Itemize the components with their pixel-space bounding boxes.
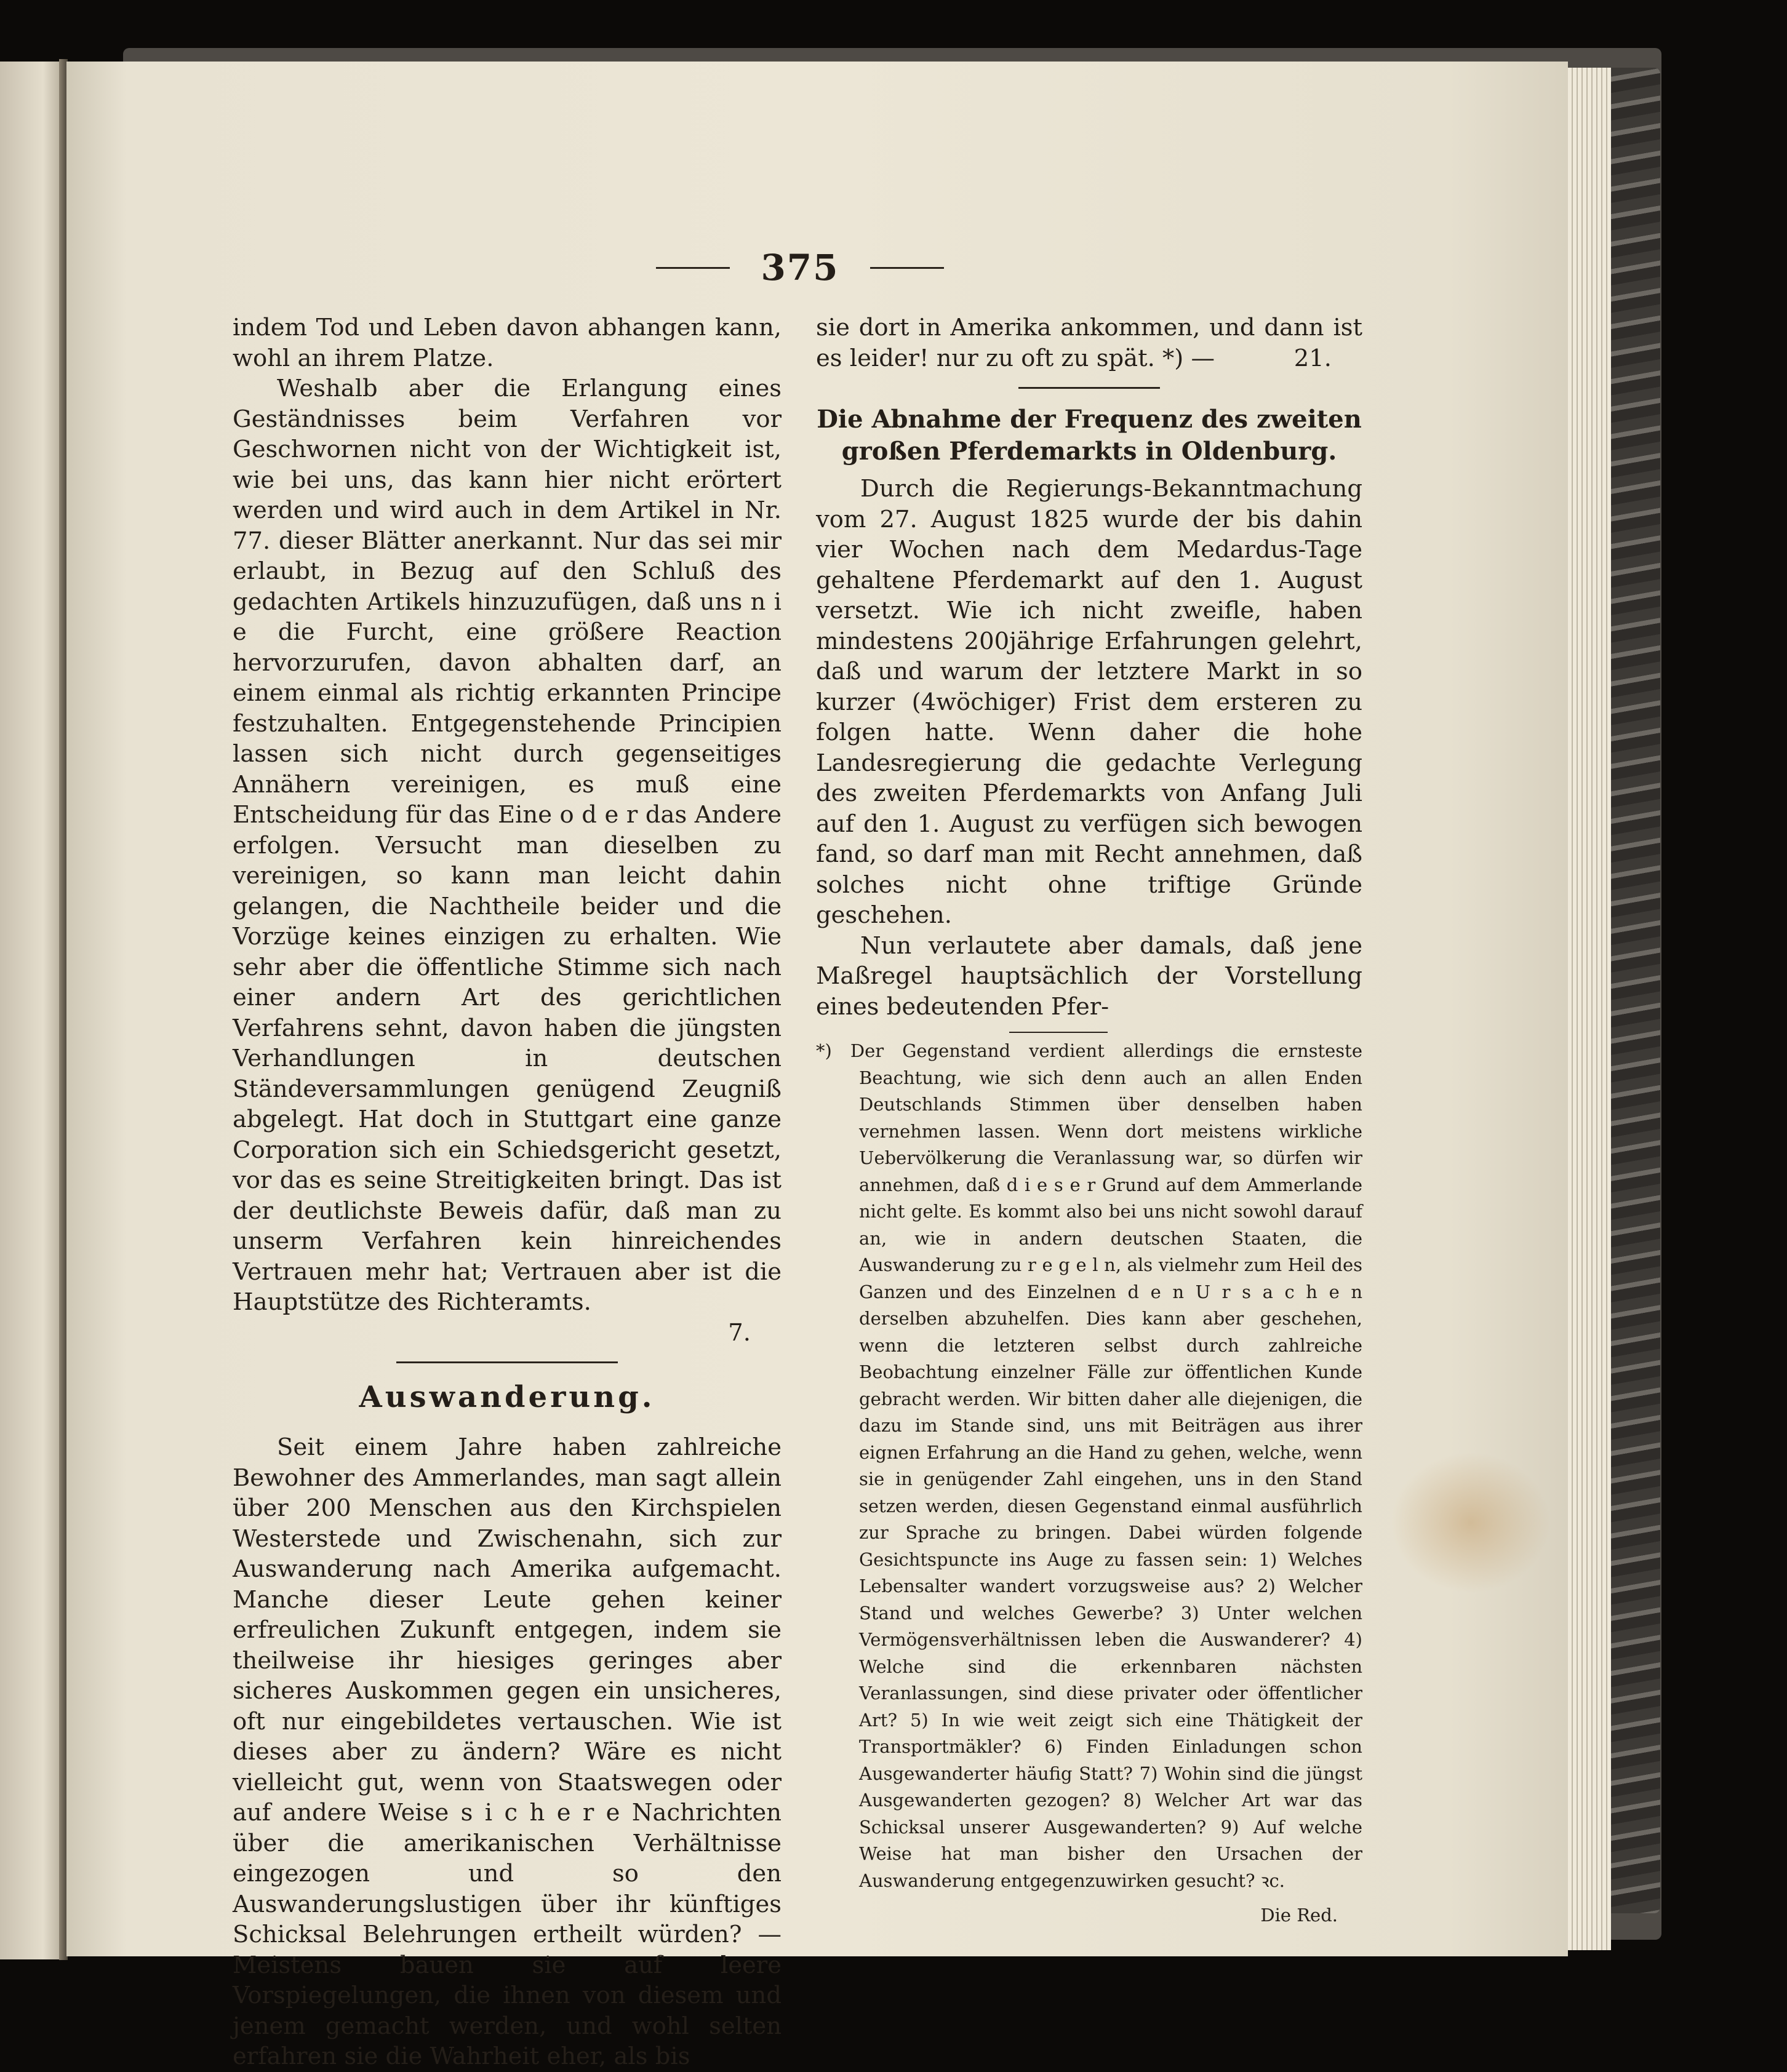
paragraph: sie dort in Amerika ankommen, und dann ist es leider! nur zu oft zu spät. *) — [816, 314, 1362, 372]
paragraph: Weshalb aber die Erlangung eines Geständnisses beim Verfahren vor Geschwornen nicht von der Wichtigkeit ist, wie bei uns, das kann hier nicht erörtert werden und wird auch in dem Artikel in Nr. 77. dieser Blätter anerkannt. Nur das sei mir erlaubt, in Bezug auf den Schluß des gedachten Artikels hinzuzufügen, daß uns n i e die Furcht, eine größere Reaction hervorzurufen, davon abhalten darf, an einem einmal als richtig erkannten Principe festzuhalten. Entgegenstehende Principien lassen sich nicht durch gegenseitiges Annähern vereinigen, es muß eine Entscheidung für das Eine o d e r das Andere erfolgen. Versucht man dieselben zu vereinigen, so kann man leicht dahin gelangen, die Nachtheile beider und die Vorzüge keines einzigen zu erhalten. Wie sehr aber die öffentliche Stimme sich nach einer andern Art des gerichtlichen Verfahrens sehnt, davon haben die jüngsten Verhandlungen in deutschen Ständeversammlungen genügend Zeugniß abgelegt. Hat doch in Stuttgart eine ganze Corporation sich ein Schiedsgericht gesetzt, vor das es seine Streitigkeiten bringt. Das ist der deutlichste Beweis dafür, daß man zu unserm Verfahren kein hinreichendes Vertrauen mehr hat; Vertrauen aber ist die Hauptstütze des Richteramts. [233, 375, 782, 1316]
page-edges [1568, 68, 1611, 1950]
footnote-rule [1009, 1032, 1108, 1033]
header-rule-right [870, 267, 944, 269]
left-column [233, 313, 782, 2072]
section-title: Auswanderung. [359, 1380, 655, 1414]
paragraph: Seit einem Jahre haben zahlreiche Bewohner des Ammerlandes, man sagt allein über 200 Menschen aus den Kirchspielen Westerstede und Zwischenahn, sich zur Auswanderung nach Amerika aufgemacht. Manche dieser Leute gehen keiner erfreulichen Zukunft entgegen, indem sie theilweise ihr hiesiges geringes aber sicheres Auskommen gegen ein unsicheres, oft nur eingebildetes vertauschen. Wie ist dieses aber zu ändern? Wäre es nicht vielleicht gut, wenn von Staatswegen oder auf andere Weise s i c h e r e Nachrichten über die amerikanischen Verhältnisse eingezogen und so den Auswanderungslustigen über ihr künftiges Schicksal Belehrungen ertheilt würden? — Meistens bauen sie auf leere Vorspiegelungen, die ihnen von diesem und jenem gemacht werden, und wohl selten erfahren sie die Wahrheit eher, als bis [233, 1433, 782, 2070]
header-rule-left [656, 267, 730, 269]
author-signature: 21. [1293, 344, 1332, 372]
footnote [816, 1038, 1362, 1894]
paragraph: indem Tod und Leben davon abhangen kann, wohl an ihrem Platze. [233, 314, 782, 372]
footnote-signature: Die Red. [1260, 1905, 1338, 1926]
page-number: 375 [761, 247, 839, 289]
article-title: Die Abnahme der Frequenz des zweiten großen Pferdemarkts in Oldenburg. [817, 405, 1362, 466]
author-signature: 7. [728, 1318, 751, 1347]
section-divider [1018, 387, 1160, 389]
page-header [640, 246, 960, 289]
section-divider [396, 1361, 618, 1363]
right-column [816, 313, 1362, 1929]
paper-stain [1391, 1452, 1551, 1593]
footnote-text: *) Der Gegenstand verdient allerdings die ernsteste Beachtung, wie sich denn auch an allen Enden Deutschlands Stimmen über denselben haben vernehmen lassen. Wenn dort meistens wirkliche Uebervölkerung die Veranlassung war, so dürfen wir annehmen, daß d i e s e r Grund auf dem Ammerlande nicht gelte. Es kommt also bei uns nicht sowohl darauf an, wie in andern deutschen Staaten, die Auswanderung zu r e g e l n, als vielmehr zum Heil des Ganzen und des Einzelnen d e n U r s a c h e n derselben abzuhelfen. Dies kann aber geschehen, wenn die letzteren selbst durch zahlreiche Beobachtung einzelner Fälle zur öffentlichen Kunde gebracht werden. Wir bitten daher alle diejenigen, die dazu im Stande sind, uns mit Beiträgen aus ihrer eignen Erfahrung an die Hand zu gehen, welche, wenn sie in genügender Zahl eingehen, uns in den Stand setzen werden, diesen Gegenstand einmal ausführlich zur Sprache zu bringen. Dabei würden folgende Gesichtspuncte ins Auge zu fassen sein: 1) Welches Lebensalter wandert vorzugsweise aus? 2) Welcher Stand und welches Gewerbe? 3) Unter welchen Vermögensverhältnissen leben die Auswanderer? 4) Welche sind die erkennbaren nächsten Veranlassungen, sind diese privater oder öffentlicher Art? 5) In wie weit zeigt sich eine Thätigkeit der Transportmäkler? 6) Finden Einladungen schon Ausgewanderter häufig Statt? 7) Wohin sind die jüngst Ausgewanderten gezogen? 8) Welcher Art war das Schicksal unserer Ausgewanderten? 9) Auf welche Weise hat man bisher den Ursachen der Auswanderung entgegenzuwirken gesucht? ꝛc. [816, 1040, 1362, 1891]
left-page-edge [0, 62, 62, 1959]
paragraph: Durch die Regierungs-Bekanntmachung vom 27. August 1825 wurde der bis dahin vier Wochen nach dem Medardus-Tage gehaltene Pferdemarkt auf den 1. August versetzt. Wie ich nicht zweifle, haben mindestens 200jährige Erfahrungen gelehrt, daß und warum der letztere Markt in so kurzer (4wöchiger) Frist dem ersteren zu folgen hatte. Wenn daher die hohe Landesregierung die gedachte Verlegung des zweiten Pferdemarkts von Anfang Juli auf den 1. August zu verfügen sich bewogen fand, so darf man mit Recht annehmen, daß solches nicht ohne triftige Gründe geschehen. [816, 475, 1362, 929]
paragraph: Nun verlautete aber damals, daß jene Maßregel hauptsächlich der Vorstellung eines bedeutenden Pfer- [816, 931, 1362, 1021]
